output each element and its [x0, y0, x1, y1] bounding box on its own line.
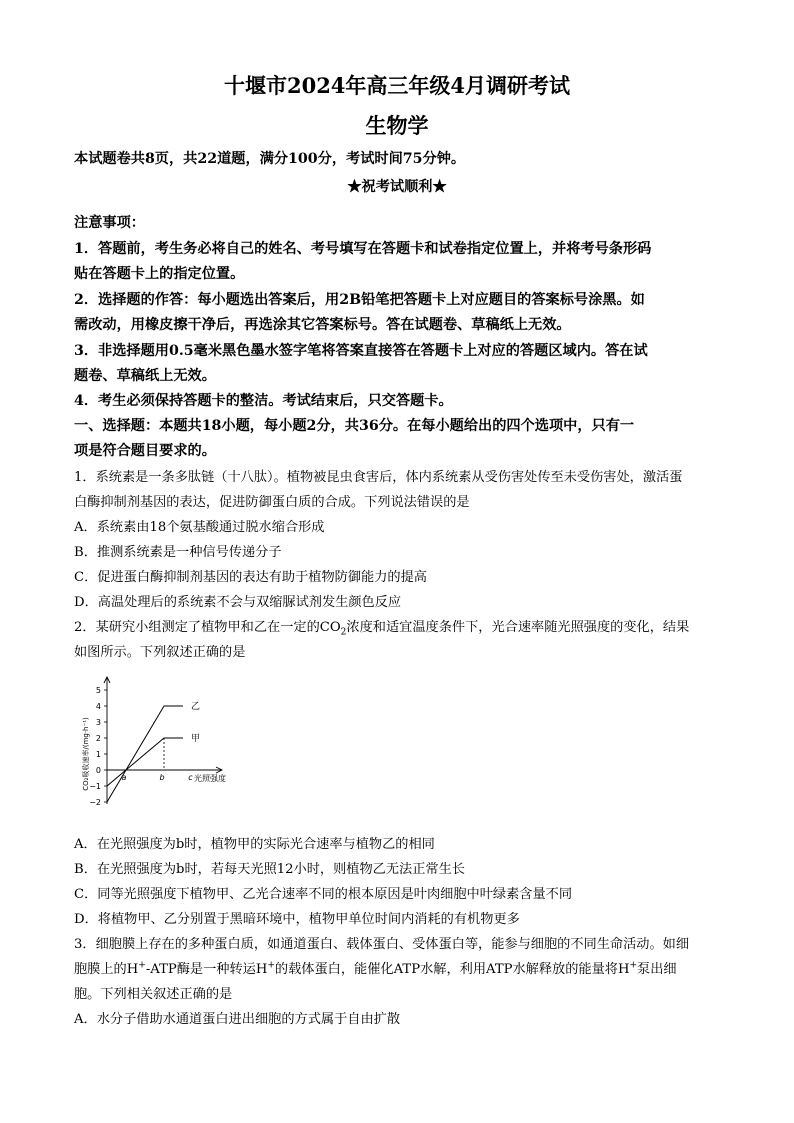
q1-option-b: B．推测系统素是一种信号传递分子: [74, 545, 282, 560]
q3-stem-line-2: 胞膜上的H+-ATP酶是一种转运H+的载体蛋白，能催化ATP水解，利用ATP水解释放的能量将H+泵出细: [74, 960, 677, 977]
y-tick-label: −1: [89, 782, 101, 791]
y-tick-label: 3: [95, 718, 101, 727]
note-2-line-2: 需改动，用橡皮擦干净后，再选涂其它答案标号。答在试题卷、草稿纸上无效。: [74, 317, 571, 333]
exam-info: 本试题卷共8页，共22道题，满分100分，考试时间75分钟。: [74, 151, 466, 167]
q2-option-c: C．同等光照强度下植物甲、乙光合速率不同的根本原因是叶肉细胞中叶绿素含量不同: [74, 887, 573, 902]
x-tick-label: b: [159, 773, 165, 782]
x-axis-label: 光照强度: [194, 774, 226, 783]
q1-option-c: C．促进蛋白酶抑制剂基因的表达有助于植物防御能力的提高: [74, 570, 427, 585]
y-tick-label: −2: [89, 798, 101, 807]
q2-stem-line-2: 如图所示。下列叙述正确的是: [74, 645, 246, 660]
y-tick-label: 0: [95, 766, 101, 775]
q2-option-a: A．在光照强度为b时，植物甲的实际光合速率与植物乙的相同: [74, 837, 435, 852]
q2-option-d: D．将植物甲、乙分别置于黑暗环境中，植物甲单位时间内消耗的有机物更多: [74, 912, 520, 927]
y-axis-label: CO₂吸收速率/(mg·h⁻¹): [82, 717, 90, 791]
note-1-line-2: 贴在答题卡上的指定位置。: [74, 266, 245, 282]
series-label: 甲: [191, 734, 201, 744]
q3-option-a: A．水分子借助水通道蛋白进出细胞的方式属于自由扩散: [74, 1012, 401, 1027]
q2-stem-line-1: 2．某研究小组测定了植物甲和乙在一定的$CO_2$浓度和适宜温度条件下，光合速率随光照强度的变化，结果: [74, 620, 690, 638]
q3-stem-line-3: 胞。下列相关叙述正确的是: [74, 987, 233, 1002]
note-3-line-1: 3．非选择题用0.5毫米黑色墨水签字笔将答案直接答在答题卡上对应的答题区域内。答在试: [74, 343, 648, 359]
note-4: 4．考生必须保持答题卡的整洁。考试结束后，只交答题卡。: [74, 393, 453, 409]
y-tick-label: 2: [95, 734, 101, 743]
q1-stem-line-2: 白酶抑制剂基因的表达，促进防御蛋白质的合成。下列说法错误的是: [74, 495, 470, 510]
y-tick-label: 4: [95, 702, 101, 711]
series-line-jia: [107, 738, 183, 786]
notes-heading: 注意事项：: [74, 215, 145, 231]
x-tick-label: c: [188, 773, 193, 782]
subject-title: 生物学: [365, 113, 429, 138]
y-tick-label: 5: [95, 686, 101, 695]
section-1-heading-line-1: 一、选择题：本题共18小题，每小题2分，共36分。在每小题给出的四个选项中，只有一: [74, 418, 635, 434]
q1-stem-line-1: 1．系统素是一条多肽链（十八肽）。植物被昆虫食害后，体内系统素从受伤害处传至未受伤害处，激活蛋: [74, 470, 683, 485]
q1-option-d: D．高温处理后的系统素不会与双缩脲试剂发生颜色反应: [74, 595, 402, 610]
exam-title: 十堰市2024年高三年级4月调研考试: [223, 73, 571, 98]
x-tick-label: a: [121, 773, 127, 782]
q2-chart: [74, 675, 249, 815]
section-1-heading-line-2: 项是符合题目要求的。: [74, 443, 216, 459]
q3-stem-line-1: 3．细胞膜上存在的多种蛋白质，如通道蛋白、载体蛋白、受体蛋白等，能参与细胞的不同生命活动。如细: [74, 937, 690, 952]
q1-option-a: A．系统素由18个氨基酸通过脱水缩合形成: [74, 520, 325, 535]
note-3-line-2: 题卷、草稿纸上无效。: [74, 368, 216, 384]
q2-option-b: B．在光照强度为b时，若每天光照12小时，则植物乙无法正常生长: [74, 862, 465, 877]
good-luck-line: ★祝考试顺利★: [347, 179, 447, 195]
note-1-line-1: 1．答题前，考生务必将自己的姓名、考号填写在答题卡和试卷指定位置上，并将考号条形码: [74, 241, 652, 257]
note-2-line-1: 2．选择题的作答：每小题选出答案后，用2B铅笔把答题卡上对应题目的答案标号涂黑。如: [74, 292, 645, 308]
y-tick-label: 1: [95, 750, 101, 759]
series-label: 乙: [191, 702, 201, 712]
